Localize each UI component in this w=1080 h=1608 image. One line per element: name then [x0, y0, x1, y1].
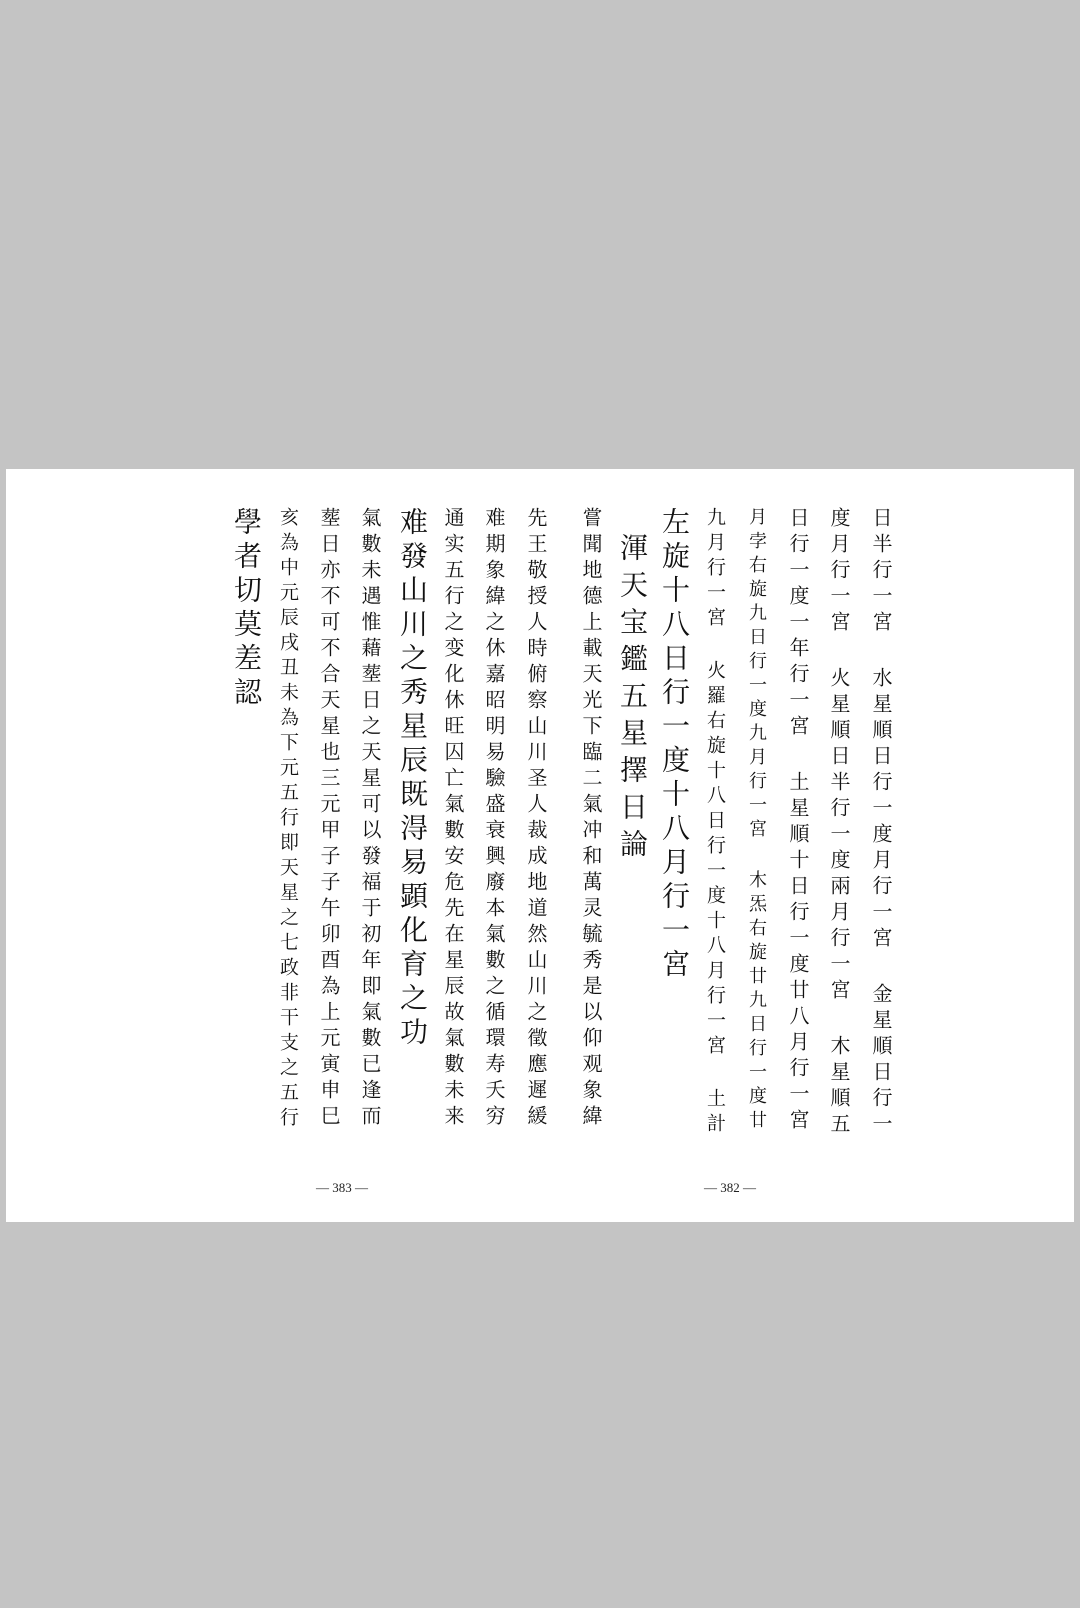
- text-line: 塟日亦不可不合天星也三元甲子子午卯酉為上元寅申巳: [317, 507, 341, 1131]
- text-line: 學者切莫差認: [230, 507, 263, 711]
- text-line: 亥為中元辰戌丑未為下元五行即天星之七政非干支之五行: [277, 507, 299, 1132]
- text-line: 日半行一宮 水星順日行一度月行一宮 金星順日行一: [869, 507, 893, 1139]
- text-line: 先王敬授人時俯察山川圣人裁成地道然山川之徵應遲緩: [524, 507, 548, 1131]
- section-title: 渾天宝鑑五星擇日論: [616, 533, 649, 866]
- book-spread: [6, 469, 1074, 1222]
- text-line: 左旋十八日行一度十八月行一宮: [658, 507, 691, 983]
- page-number: — 383 —: [316, 1180, 368, 1195]
- text-line: 通实五行之变化休旺囚亡氣數安危先在星辰故氣數未来: [441, 507, 465, 1131]
- text-line: 氣數未遇惟藉塟日之天星可以發福于初年即氣數已逢而: [358, 507, 382, 1131]
- text-line: 九月行一宮 火羅右旋十八日行一度十八月行一宮 土計: [704, 507, 726, 1138]
- text-line: 难發山川之秀星辰既淂易顕化育之功: [396, 507, 429, 1051]
- text-line: 嘗聞地德上載天光下臨二氣冲和萬灵毓秀是以仰观象緯: [579, 507, 603, 1131]
- text-line: 月孛右旋九日行一度九月行一宮 木炁右旋廿九日行一度廿: [746, 507, 767, 1134]
- text-line: 日行一度一年行一宮 土星順十日行一度廿八月行一宮: [786, 507, 810, 1135]
- page-number: — 382 —: [704, 1180, 756, 1195]
- text-line: 度月行一宮 火星順日半行一度兩月行一宮 木星順五: [827, 507, 851, 1139]
- text-line: 难期象緯之休嘉昭明易驗盛衰興廢本氣數之循環寿夭穷: [482, 507, 506, 1131]
